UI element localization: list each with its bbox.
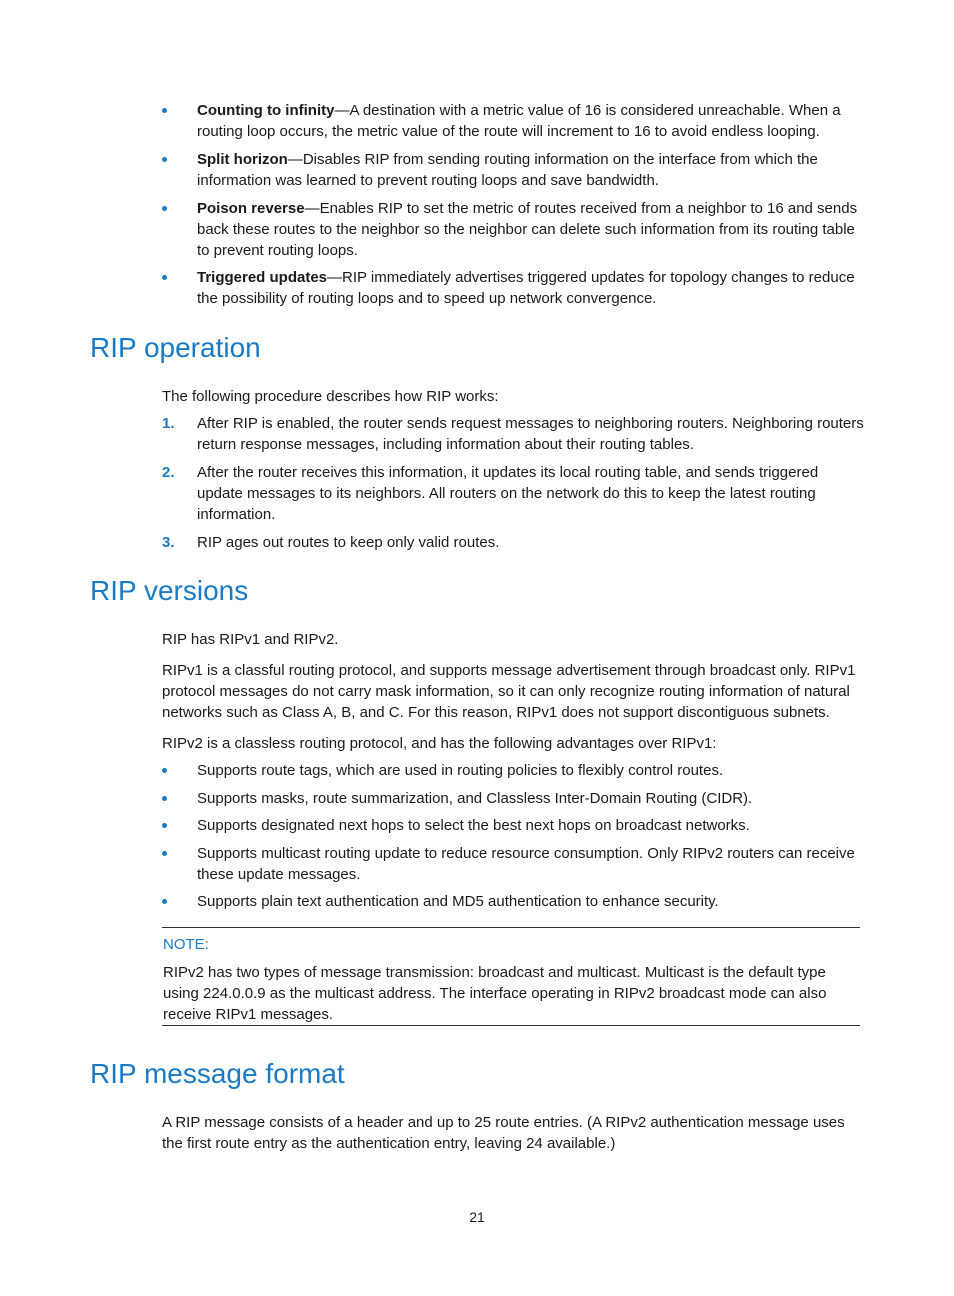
bullet-icon — [162, 768, 167, 773]
bullet-icon — [162, 108, 167, 113]
section-heading-operation: RIP operation — [90, 332, 261, 363]
bullet-text: —A destination with a metric value of 16 is considered unreachable. When a routing loop occurs, the metric value of the route will increment to 16 to avoid endless looping. — [197, 102, 841, 140]
step-text: After RIP is enabled, the router sends request messages to neighboring routers. Neighboring routers return response messages, including information about their routing tables. — [197, 415, 864, 453]
list-item — [197, 149, 865, 191]
list-item — [197, 198, 865, 261]
page-number: 21 — [469, 1209, 485, 1225]
note-bottom-rule — [162, 1025, 860, 1026]
bullet-icon — [162, 157, 167, 162]
step-number: 2. — [162, 464, 175, 481]
bullet-icon — [162, 851, 167, 856]
list-item — [197, 100, 865, 142]
note-label: NOTE: — [163, 936, 209, 953]
list-item — [162, 532, 865, 553]
list-item — [162, 462, 865, 525]
bullet-text: Supports plain text authentication and MD5 authentication to enhance security. — [197, 893, 719, 910]
bullet-term: Poison reverse — [197, 200, 305, 217]
bullet-text: Supports masks, route summarization, and Classless Inter-Domain Routing (CIDR). — [197, 790, 753, 807]
bullet-icon — [162, 796, 167, 801]
list-item — [162, 413, 865, 455]
list-item — [197, 760, 865, 781]
bullet-text: —RIP immediately advertises triggered updates for topology changes to reduce the possibility of routing loops and to speed up network convergence. — [197, 269, 855, 307]
bullet-text: —Enables RIP to set the metric of routes received from a neighbor to 16 and sends back these routes to the neighbor so the neighbor can delete such information from its routing table to prevent routing loops. — [197, 200, 858, 259]
list-item — [197, 815, 865, 836]
bullet-icon — [162, 823, 167, 828]
bullet-icon — [162, 275, 167, 280]
bullet-icon — [162, 899, 167, 904]
list-item — [197, 843, 865, 885]
versions-paragraph-2: RIPv1 is a classful routing protocol, and supports message advertisement through broadcast only. RIPv1 protocol messages do not carry mask information, so it can only recognize routing information of natural networks such as Class A, B, and C. For this reason, RIPv1 does not support discontiguous subnets. — [162, 662, 856, 721]
note-top-rule — [162, 927, 860, 928]
list-item — [197, 267, 865, 309]
note-text: RIPv2 has two types of message transmission: broadcast and multicast. Multicast is the default type using 224.0.0.9 as the multicast address. The interface operating in RIPv2 broadcast mode can also receive RIPv1 messages. — [163, 964, 827, 1023]
step-text: RIP ages out routes to keep only valid routes. — [197, 534, 500, 551]
bullet-text: Supports multicast routing update to reduce resource consumption. Only RIPv2 routers can receive these update messages. — [197, 845, 855, 883]
list-item — [197, 788, 865, 809]
step-text: After the router receives this information, it updates its local routing table, and sends triggered update messages to its neighbors. All routers on the network do this to keep the latest routing information. — [197, 464, 819, 523]
step-number: 1. — [162, 415, 175, 432]
bullet-term: Counting to infinity — [197, 102, 335, 119]
versions-paragraph-1: RIP has RIPv1 and RIPv2. — [162, 631, 339, 648]
operation-intro: The following procedure describes how RIP works: — [162, 388, 499, 405]
bullet-term: Split horizon — [197, 151, 288, 168]
versions-paragraph-3: RIPv2 is a classless routing protocol, and has the following advantages over RIPv1: — [162, 735, 717, 752]
bullet-icon — [162, 206, 167, 211]
format-paragraph-1: A RIP message consists of a header and up to 25 route entries. (A RIPv2 authentication message uses the first route entry as the authentication entry, leaving 24 available.) — [162, 1114, 845, 1152]
section-heading-format: RIP message format — [90, 1058, 345, 1089]
bullet-text: Supports route tags, which are used in routing policies to flexibly control routes. — [197, 762, 724, 779]
list-item — [197, 891, 865, 912]
bullet-term: Triggered updates — [197, 269, 328, 286]
bullet-text: —Disables RIP from sending routing information on the interface from which the information was learned to prevent routing loops and save bandwidth. — [197, 151, 818, 189]
bullet-text: Supports designated next hops to select the best next hops on broadcast networks. — [197, 817, 750, 834]
section-heading-versions: RIP versions — [90, 575, 249, 606]
step-number: 3. — [162, 534, 175, 551]
